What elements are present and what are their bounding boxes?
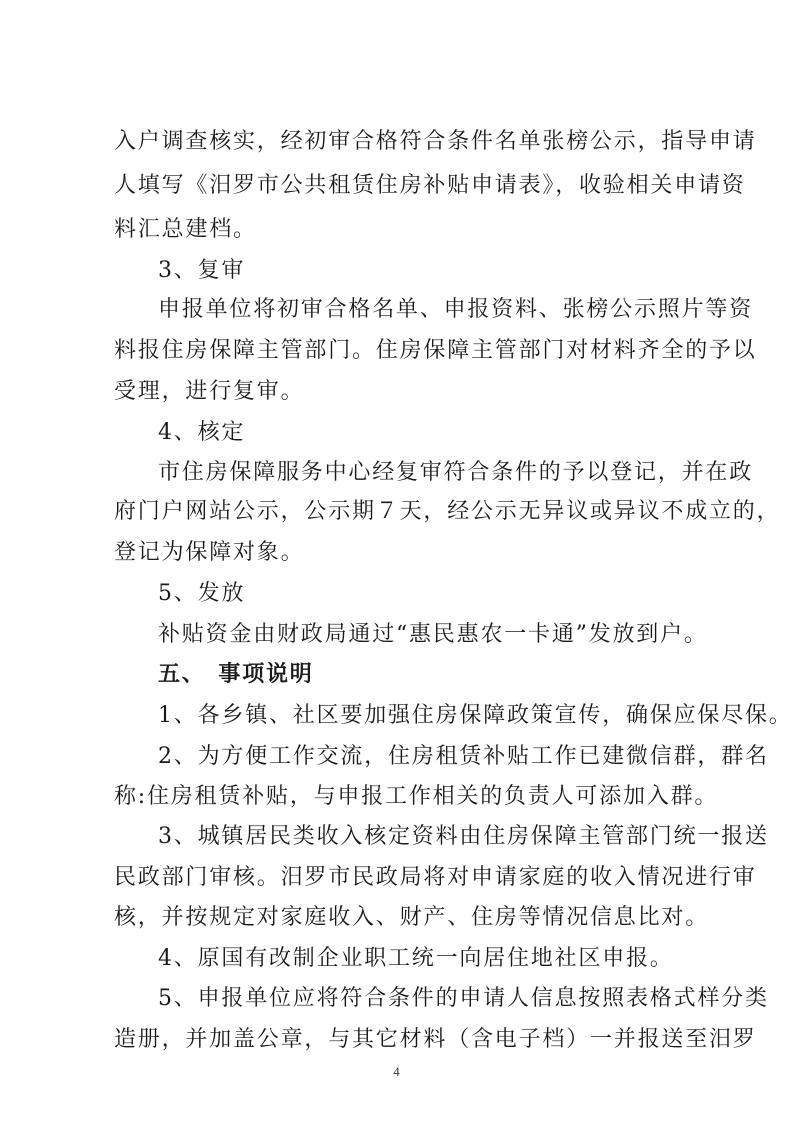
text-line: 登记为保障对象。 <box>114 540 305 565</box>
section-heading: 3、复审 <box>158 258 246 283</box>
text-line: 1、各乡镇、社区要加强住房保障政策宣传，确保应保尽保。 <box>158 703 793 728</box>
section-heading: 4、核定 <box>158 420 246 445</box>
page-number: 4 <box>393 1064 400 1079</box>
text-line: 补贴资金由财政局通过“惠民惠农一卡通”发放到户。 <box>158 622 708 647</box>
section-title: 五、 事项说明 <box>158 662 314 687</box>
text-line: 2、为方便工作交流，住房租赁补贴工作已建微信群，群名 <box>158 744 769 769</box>
text-line: 受理，进行复审。 <box>114 379 305 404</box>
text-line: 4、原国有改制企业职工统一向居住地社区申报。 <box>158 946 674 971</box>
text-line: 民政部门审核。汨罗市民政局将对申请家庭的收入情况进行审 <box>114 865 757 890</box>
text-line: 核，并按规定对家庭收入、财产、住房等情况信息比对。 <box>114 905 710 930</box>
section-heading: 5、发放 <box>158 581 246 606</box>
text-line: 市住房保障服务中心经复审符合条件的予以登记，并在政 <box>158 460 754 485</box>
text-line: 3、城镇居民类收入核定资料由住房保障主管部门统一报送 <box>158 824 769 849</box>
text-line: 申报单位将初审合格名单、申报资料、张榜公示照片等资 <box>158 297 754 322</box>
text-line: 入户调查核实，经初审合格符合条件名单张榜公示，指导申请 <box>114 129 757 154</box>
text-line: 称:住房租赁补贴，与申报工作相关的负责人可添加入群。 <box>114 784 719 809</box>
text-line: 府门户网站公示，公示期７天，经公示无异议或异议不成立的， <box>114 499 781 524</box>
text-line: 人填写《汨罗市公共租赁住房补贴申请表》，收验相关申请资 <box>114 173 746 198</box>
text-line: 料汇总建档。 <box>114 217 257 242</box>
text-line: 料报住房保障主管部门。住房保障主管部门对材料齐全的予以 <box>114 338 757 363</box>
text-line: 造册，并加盖公章，与其它材料（含电子档）一并报送至汨罗 <box>114 1027 757 1052</box>
text-line: 5、申报单位应将符合条件的申请人信息按照表格式样分类 <box>158 986 769 1011</box>
